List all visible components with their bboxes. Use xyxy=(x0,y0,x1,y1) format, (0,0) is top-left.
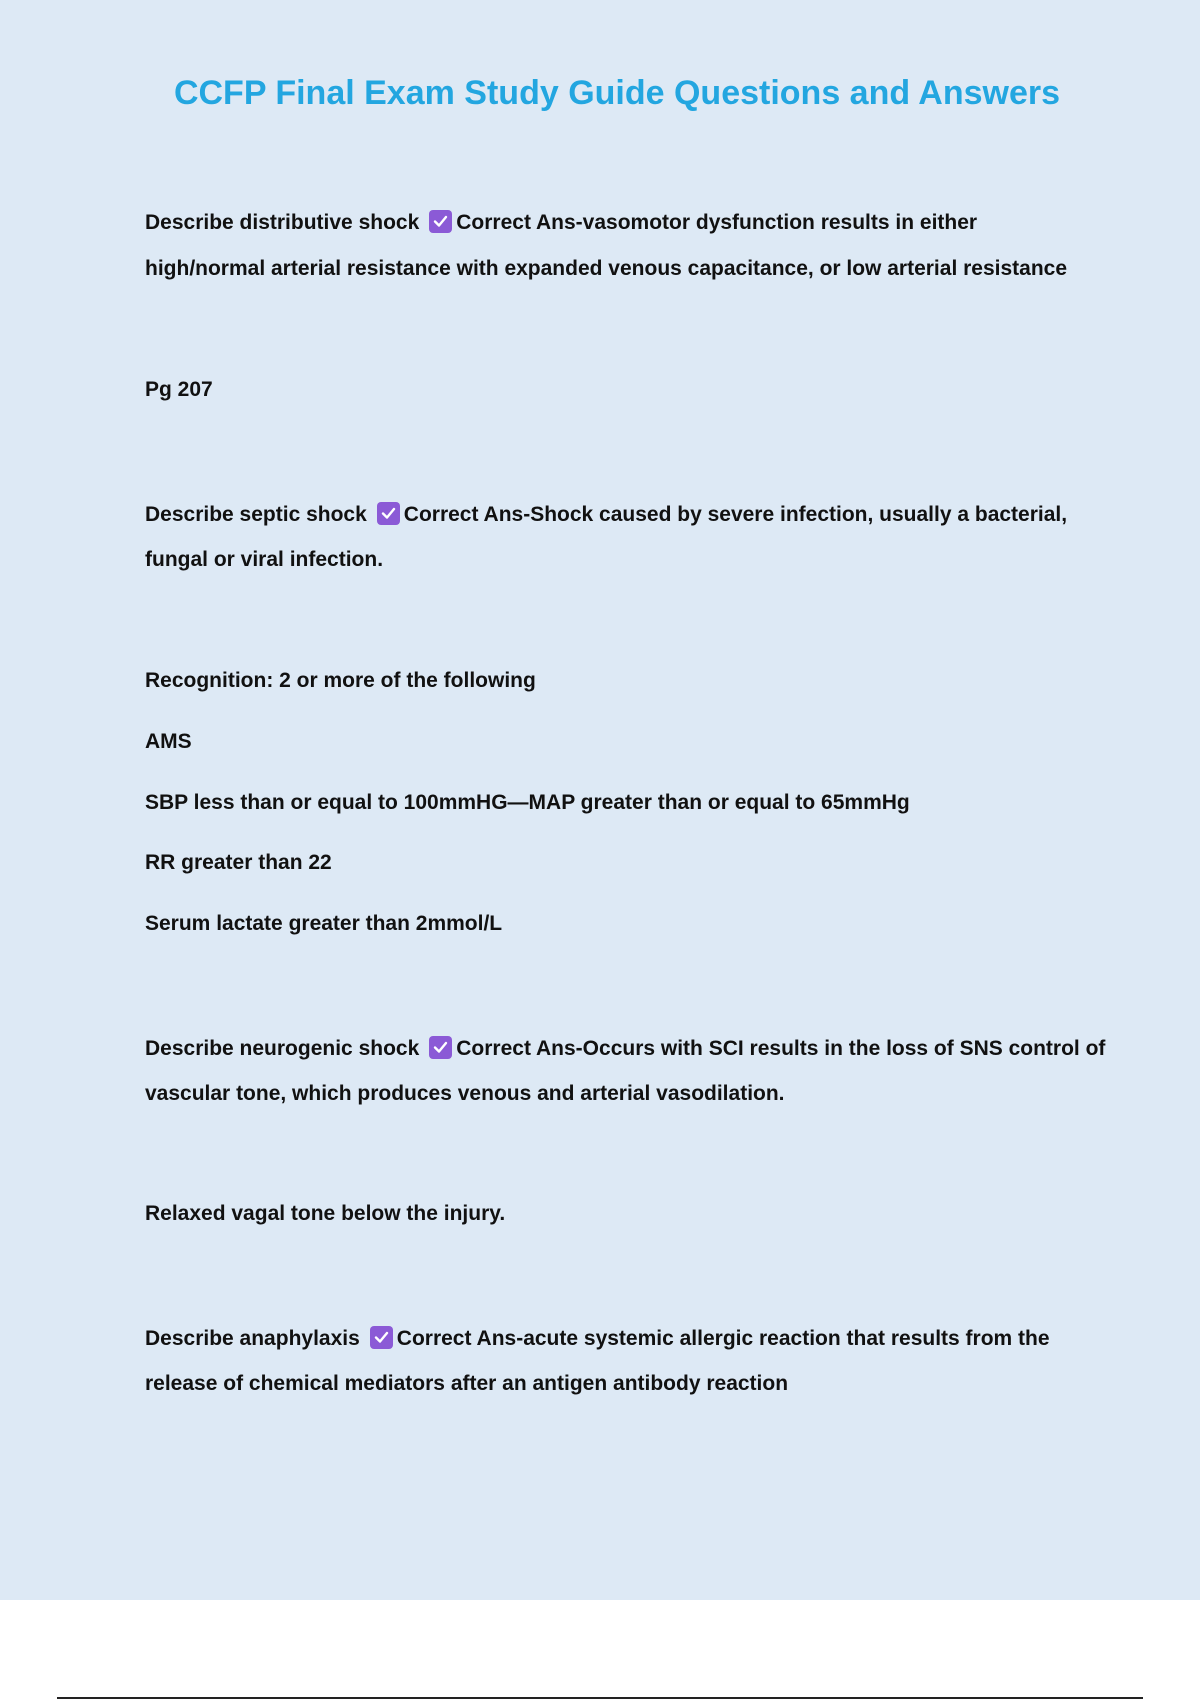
question-text: Describe septic shock xyxy=(145,503,367,526)
recognition-item-sbp: SBP less than or equal to 100mmHG—MAP greater than or equal to 65mmHg xyxy=(145,791,910,814)
qa-distributive-shock-line2: high/normal arterial resistance with expanded venous capacitance, or low arterial resistance xyxy=(145,257,1068,280)
question-text: Describe distributive shock xyxy=(145,211,420,234)
page-reference: Pg 207 xyxy=(145,378,213,401)
recognition-heading: Recognition: 2 or more of the following xyxy=(145,669,536,692)
document-title: CCFP Final Exam Study Guide Questions and Answers xyxy=(173,74,1061,112)
qa-distributive-shock-line1 xyxy=(145,209,977,237)
checkbox-checked-icon xyxy=(370,1326,393,1349)
answer-text: Correct Ans-Shock caused by severe infection, usually a bacterial, xyxy=(403,503,1068,526)
qa-neurogenic-shock-line2: vascular tone, which produces venous and arterial vasodilation. xyxy=(145,1082,785,1105)
vagal-tone-note: Relaxed vagal tone below the injury. xyxy=(145,1202,506,1225)
answer-text: Correct Ans-vasomotor dysfunction results in either xyxy=(456,211,978,234)
question-text: Describe neurogenic shock xyxy=(145,1037,420,1060)
question-text: Describe anaphylaxis xyxy=(145,1327,360,1350)
recognition-item-ams: AMS xyxy=(145,730,192,753)
answer-text: Correct Ans-acute systemic allergic reaction that results from the xyxy=(396,1327,1050,1350)
checkbox-checked-icon xyxy=(377,502,400,525)
checkbox-checked-icon xyxy=(429,210,452,233)
qa-neurogenic-shock-line1 xyxy=(145,1035,1105,1063)
qa-septic-shock-line1 xyxy=(145,501,1067,529)
qa-anaphylaxis-line2: release of chemical mediators after an antigen antibody reaction xyxy=(145,1372,789,1395)
qa-anaphylaxis-line1 xyxy=(145,1325,1050,1353)
recognition-item-lactate: Serum lactate greater than 2mmol/L xyxy=(145,912,503,935)
footer-rule xyxy=(57,1697,1143,1699)
answer-text: Correct Ans-Occurs with SCI results in the loss of SNS control of xyxy=(456,1037,1106,1060)
checkbox-checked-icon xyxy=(429,1036,452,1059)
qa-septic-shock-line2: fungal or viral infection. xyxy=(145,548,384,571)
recognition-item-rr: RR greater than 22 xyxy=(145,851,332,874)
